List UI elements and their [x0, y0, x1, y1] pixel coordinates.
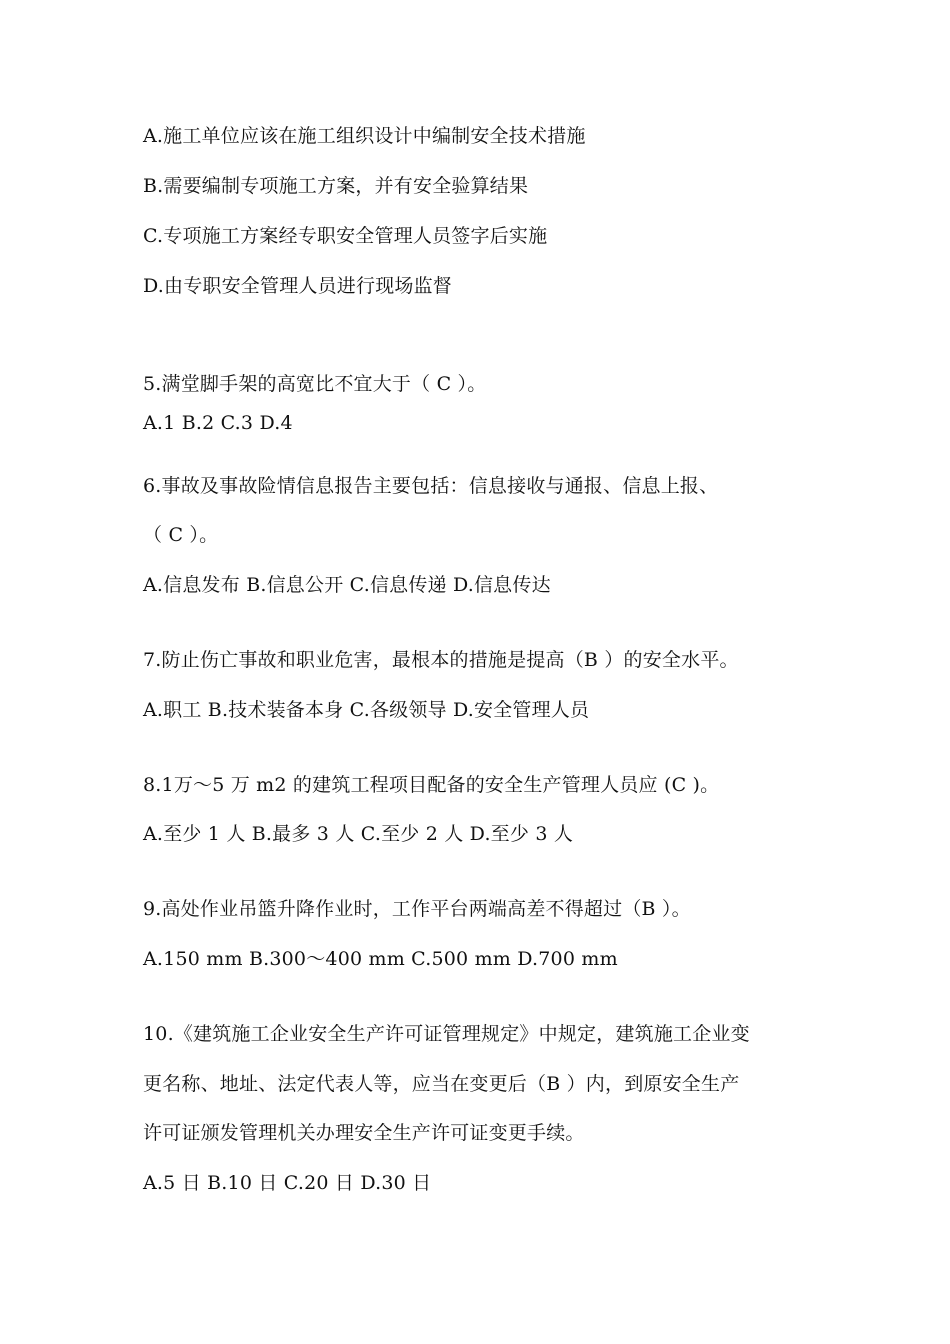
q8-options: A.至少 1 人 B.最多 3 人 C.至少 2 人 D.至少 3 人: [143, 823, 574, 845]
q9-options: A.150 mm B.300～400 mm C.500 mm D.700 mm: [143, 948, 618, 970]
q6-question-line2: （ C ）。: [143, 524, 219, 546]
q7-options: A.职工 B.技术装备本身 C.各级领导 D.安全管理人员: [143, 699, 590, 721]
q6-question-line1: 6.事故及事故险情信息报告主要包括：信息接收与通报、信息上报、: [143, 475, 719, 497]
q9-question: 9.高处作业吊篮升降作业时，工作平台两端高差不得超过（B ）。: [143, 898, 691, 920]
q4-option-c: C.专项施工方案经专职安全管理人员签字后实施: [143, 225, 548, 247]
q10-options: A.5 日 B.10 日 C.20 日 D.30 日: [143, 1172, 432, 1194]
q4-option-d: D.由专职安全管理人员进行现场监督: [143, 275, 452, 297]
q4-option-b: B.需要编制专项施工方案，并有安全验算结果: [143, 175, 529, 197]
q10-question-line2: 更名称、地址、法定代表人等，应当在变更后（B ）内，到原安全生产: [143, 1073, 740, 1095]
q5-question: 5.满堂脚手架的高宽比不宜大于（ C ）。: [143, 373, 487, 395]
q10-question-line1: 10.《建筑施工企业安全生产许可证管理规定》中规定，建筑施工企业变: [143, 1023, 750, 1045]
q8-question: 8.1万～5 万 m2 的建筑工程项目配备的安全生产管理人员应 (C )。: [143, 774, 720, 796]
q7-question: 7.防止伤亡事故和职业危害，最根本的措施是提高（B ）的安全水平。: [143, 649, 739, 671]
q5-options: A.1 B.2 C.3 D.4: [143, 412, 293, 434]
q10-question-line3: 许可证颁发管理机关办理安全生产许可证变更手续。: [143, 1122, 585, 1144]
q4-option-a: A.施工单位应该在施工组织设计中编制安全技术措施: [143, 125, 586, 147]
q6-options: A.信息发布 B.信息公开 C.信息传递 D.信息传达: [143, 574, 551, 596]
